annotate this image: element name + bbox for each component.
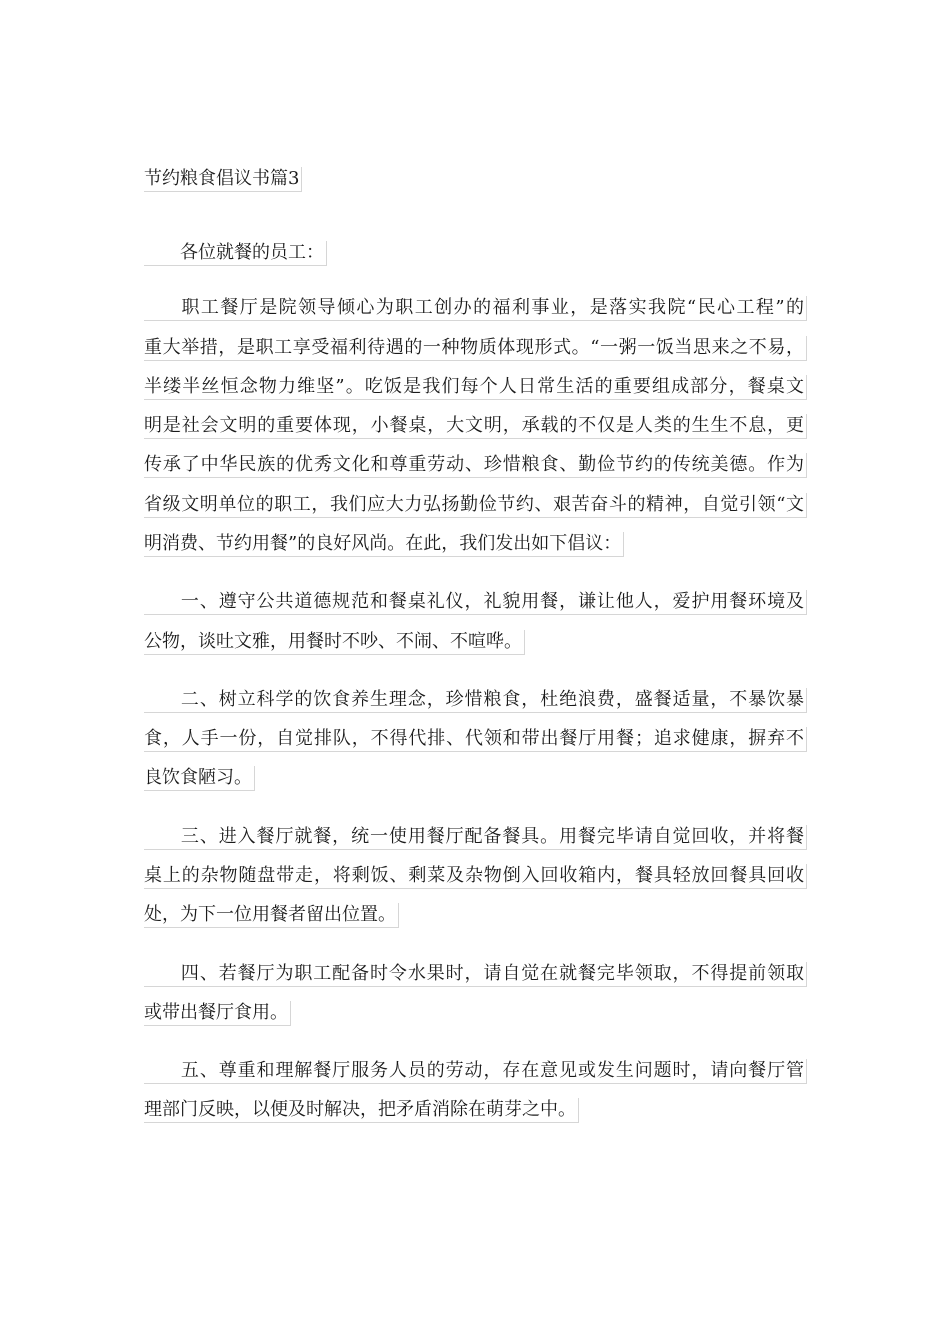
item-5-line-1: 五、尊重和理解餐厅服务人员的劳动，存在意见或发生问题时，请向餐厅管: [144, 1059, 807, 1084]
intro-line-3: 半缕半丝恒念物力维坚”。吃饭是我们每个人日常生活的重要组成部分，餐桌文: [144, 375, 807, 400]
item-3-line-3: 处，为下一位用餐者留出位置。: [144, 903, 399, 928]
intro-line-1: 职工餐厅是院领导倾心为职工创办的福利事业，是落实我院“民心工程”的: [144, 296, 807, 321]
intro-line-7: 明消费、节约用餐”的良好风尚。在此，我们发出如下倡议：: [144, 532, 624, 557]
item-1-line-1: 一、遵守公共道德规范和餐桌礼仪，礼貌用餐，谦让他人，爱护用餐环境及: [144, 590, 807, 615]
item-3-line-1: 三、进入餐厅就餐，统一使用餐厅配备餐具。用餐完毕请自觉回收，并将餐: [144, 825, 807, 850]
item-4-line-2: 或带出餐厅食用。: [144, 1001, 291, 1026]
item-2-line-1: 二、树立科学的饮食养生理念，珍惜粮食，杜绝浪费，盛餐适量，不暴饮暴: [144, 688, 807, 713]
intro-line-5: 传承了中华民族的优秀文化和尊重劳动、珍惜粮食、勤俭节约的传统美德。作为: [144, 453, 807, 478]
item-1-line-2: 公物，谈吐文雅，用餐时不吵、不闹、不喧哗。: [144, 630, 525, 655]
salutation: 各位就餐的员工：: [144, 241, 327, 266]
item-2-line-2: 食，人手一份，自觉排队，不得代排、代领和带出餐厅用餐；追求健康，摒弃不: [144, 727, 807, 752]
item-5-line-2: 理部门反映，以便及时解决，把矛盾消除在萌芽之中。: [144, 1098, 579, 1123]
item-2-line-3: 良饮食陋习。: [144, 766, 255, 791]
document-title: 节约粮食倡议书篇3: [144, 167, 302, 192]
intro-line-4: 明是社会文明的重要体现，小餐桌，大文明，承载的不仅是人类的生生不息，更: [144, 414, 807, 439]
item-4-line-1: 四、若餐厅为职工配备时令水果时，请自觉在就餐完毕领取，不得提前领取: [144, 962, 807, 987]
intro-line-6: 省级文明单位的职工，我们应大力弘扬勤俭节约、艰苦奋斗的精神，自觉引领“文: [144, 493, 807, 518]
item-3-line-2: 桌上的杂物随盘带走，将剩饭、剩菜及杂物倒入回收箱内，餐具轻放回餐具回收: [144, 864, 807, 889]
intro-line-2: 重大举措，是职工享受福利待遇的一种物质体现形式。“一粥一饭当思来之不易，: [144, 336, 807, 361]
